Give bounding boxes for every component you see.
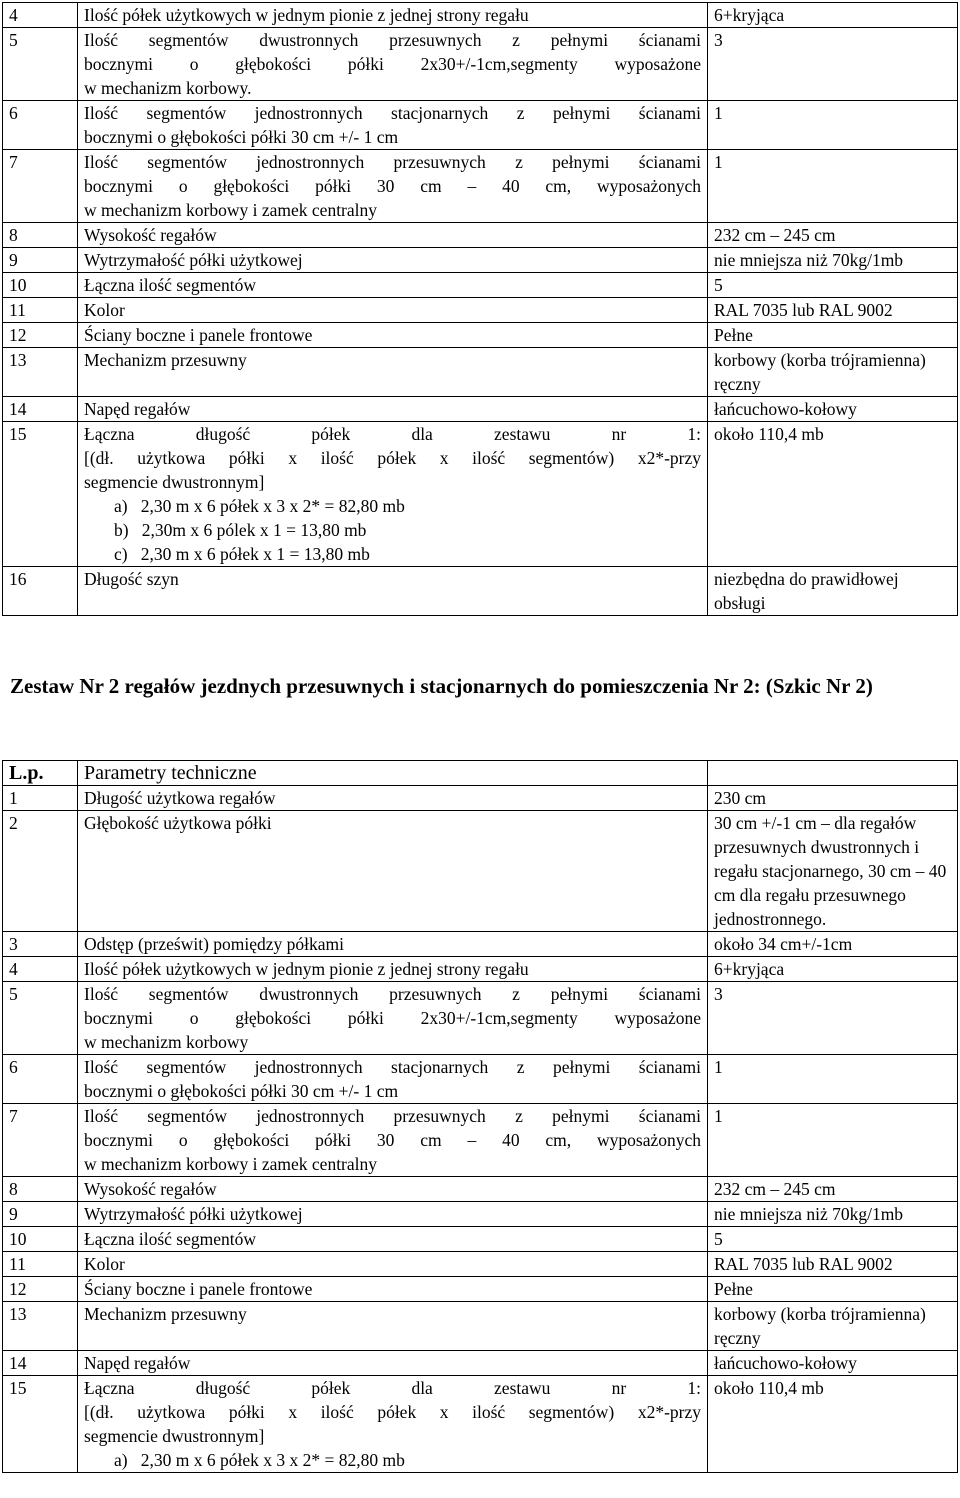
row-description bbox=[78, 422, 708, 567]
row-number: 13 bbox=[3, 1302, 78, 1351]
table-row bbox=[3, 1202, 958, 1227]
description-line: bocznymi o głębokości półki 2x30+/-1cm,segmenty wyposażone bbox=[84, 54, 701, 74]
row-description bbox=[78, 1252, 708, 1277]
table-row bbox=[3, 3, 958, 28]
section-heading-set-2: Zestaw Nr 2 regałów jezdnych przesuwnych i stacjonarnych do pomieszczenia Nr 2: (Szkic Nr 2) bbox=[10, 674, 873, 698]
row-value: korbowy (korba trójramienna) ręczny bbox=[708, 1302, 958, 1351]
description-line: Ściany boczne i panele frontowe bbox=[84, 325, 313, 345]
table-row bbox=[3, 422, 958, 567]
row-number: 2 bbox=[3, 811, 78, 932]
row-description bbox=[78, 1376, 708, 1473]
row-value: 1 bbox=[708, 101, 958, 150]
description-line: w mechanizm korbowy bbox=[84, 1032, 249, 1052]
row-number: 4 bbox=[3, 957, 78, 982]
description-line: [(dł. użytkowa półki x ilość półek x ilość segmentów) x2*-przy bbox=[84, 448, 701, 468]
row-value: 232 cm – 245 cm bbox=[708, 1177, 958, 1202]
row-number: 8 bbox=[3, 223, 78, 248]
row-number: 1 bbox=[3, 786, 78, 811]
description-line: Długość szyn bbox=[84, 569, 179, 589]
row-number: 4 bbox=[3, 3, 78, 28]
row-number: 8 bbox=[3, 1177, 78, 1202]
row-number: 6 bbox=[3, 101, 78, 150]
spec-table-set-1 bbox=[2, 2, 958, 616]
row-number: 14 bbox=[3, 1351, 78, 1376]
table-row bbox=[3, 982, 958, 1055]
row-number: 11 bbox=[3, 298, 78, 323]
table-row bbox=[3, 248, 958, 273]
description-line: Ilość segmentów dwustronnych przesuwnych z pełnymi ścianami bbox=[84, 984, 701, 1004]
row-number: 10 bbox=[3, 273, 78, 298]
row-number: 3 bbox=[3, 932, 78, 957]
description-line: Wytrzymałość półki użytkowej bbox=[84, 1204, 303, 1224]
row-number: 16 bbox=[3, 567, 78, 616]
row-description bbox=[78, 150, 708, 223]
row-value: niezbędna do prawidłowej obsługi bbox=[708, 567, 958, 616]
row-value: łańcuchowo-kołowy bbox=[708, 1351, 958, 1376]
row-value: 232 cm – 245 cm bbox=[708, 223, 958, 248]
description-line: segmencie dwustronnym] bbox=[84, 472, 265, 492]
row-value: nie mniejsza niż 70kg/1mb bbox=[708, 248, 958, 273]
description-line: Mechanizm przesuwny bbox=[84, 1304, 247, 1324]
row-description bbox=[78, 3, 708, 28]
row-description bbox=[78, 1227, 708, 1252]
row-number: 5 bbox=[3, 28, 78, 101]
description-line: [(dł. użytkowa półki x ilość półek x ilość segmentów) x2*-przy bbox=[84, 1402, 701, 1422]
row-description bbox=[78, 323, 708, 348]
description-line: Głębokość użytkowa półki bbox=[84, 813, 272, 833]
table-row bbox=[3, 811, 958, 932]
row-number: 14 bbox=[3, 397, 78, 422]
header-parameters: Parametry techniczne bbox=[78, 761, 708, 786]
row-description bbox=[78, 101, 708, 150]
row-number: 7 bbox=[3, 150, 78, 223]
row-value: około 110,4 mb bbox=[708, 1376, 958, 1473]
table-row bbox=[3, 397, 958, 422]
row-value: 1 bbox=[708, 1104, 958, 1177]
description-line: Długość użytkowa regałów bbox=[84, 788, 276, 808]
row-description bbox=[78, 1302, 708, 1351]
table-row bbox=[3, 28, 958, 101]
description-line: Łączna ilość segmentów bbox=[84, 1229, 257, 1249]
description-line: segmencie dwustronnym] bbox=[84, 1426, 265, 1446]
row-description bbox=[78, 982, 708, 1055]
description-line: Napęd regałów bbox=[84, 399, 191, 419]
description-line: bocznymi o głębokości półki 30 cm +/- 1 cm bbox=[84, 127, 399, 147]
description-line: w mechanizm korbowy i zamek centralny bbox=[84, 1154, 378, 1174]
row-number: 13 bbox=[3, 348, 78, 397]
table-row bbox=[3, 1104, 958, 1177]
description-line: Napęd regałów bbox=[84, 1353, 191, 1373]
row-description bbox=[78, 1055, 708, 1104]
table-row bbox=[3, 567, 958, 616]
row-description bbox=[78, 1177, 708, 1202]
description-line: w mechanizm korbowy. bbox=[84, 78, 252, 98]
row-description bbox=[78, 273, 708, 298]
row-value: 6+kryjąca bbox=[708, 957, 958, 982]
table-row bbox=[3, 786, 958, 811]
table-row bbox=[3, 1351, 958, 1376]
row-value: 1 bbox=[708, 1055, 958, 1104]
description-line: Łączna długość półek dla zestawu nr 1: bbox=[84, 1378, 701, 1398]
row-description bbox=[78, 1277, 708, 1302]
table-row bbox=[3, 1252, 958, 1277]
header-lp: L.p. bbox=[3, 761, 78, 786]
row-number: 7 bbox=[3, 1104, 78, 1177]
header-value bbox=[708, 761, 958, 786]
description-line: Ilość segmentów jednostronnych przesuwnych z pełnymi ścianami bbox=[84, 152, 701, 172]
table-row bbox=[3, 298, 958, 323]
table-row bbox=[3, 1177, 958, 1202]
table-row bbox=[3, 1227, 958, 1252]
row-description bbox=[78, 932, 708, 957]
description-line: Kolor bbox=[84, 300, 125, 320]
table-row bbox=[3, 932, 958, 957]
calculation-line: b) 2,30m x 6 pólek x 1 = 13,80 mb bbox=[114, 520, 367, 540]
row-description bbox=[78, 1104, 708, 1177]
row-description bbox=[78, 786, 708, 811]
table-row bbox=[3, 150, 958, 223]
row-value: 30 cm +/-1 cm – dla regałów przesuwnych dwustronnych i regału stacjonarnego, 30 cm – 40 cm dla regału przesuwnego jednostronnego. bbox=[708, 811, 958, 932]
row-value: korbowy (korba trójramienna) ręczny bbox=[708, 348, 958, 397]
description-line: Ilość segmentów jednostronnych przesuwnych z pełnymi ścianami bbox=[84, 1106, 701, 1126]
table-row bbox=[3, 348, 958, 397]
table-row bbox=[3, 323, 958, 348]
row-description bbox=[78, 28, 708, 101]
row-number: 5 bbox=[3, 982, 78, 1055]
table-row bbox=[3, 1277, 958, 1302]
row-value: 3 bbox=[708, 28, 958, 101]
row-number: 9 bbox=[3, 1202, 78, 1227]
calculation-line: a) 2,30 m x 6 półek x 3 x 2* = 82,80 mb bbox=[114, 1450, 405, 1470]
row-number: 15 bbox=[3, 1376, 78, 1473]
row-number: 6 bbox=[3, 1055, 78, 1104]
row-description bbox=[78, 248, 708, 273]
description-line: bocznymi o głębokości półki 2x30+/-1cm,segmenty wyposażone bbox=[84, 1008, 701, 1028]
row-description bbox=[78, 957, 708, 982]
row-value: 1 bbox=[708, 150, 958, 223]
row-value: Pełne bbox=[708, 1277, 958, 1302]
description-line: Mechanizm przesuwny bbox=[84, 350, 247, 370]
row-value: 230 cm bbox=[708, 786, 958, 811]
row-value: 6+kryjąca bbox=[708, 3, 958, 28]
row-value: Pełne bbox=[708, 323, 958, 348]
row-description bbox=[78, 1202, 708, 1227]
row-description bbox=[78, 298, 708, 323]
description-line: Łączna ilość segmentów bbox=[84, 275, 257, 295]
row-description bbox=[78, 811, 708, 932]
table-row bbox=[3, 1376, 958, 1473]
spec-table-set-2 bbox=[2, 760, 958, 1473]
description-line: Wytrzymałość półki użytkowej bbox=[84, 250, 303, 270]
row-value: RAL 7035 lub RAL 9002 bbox=[708, 1252, 958, 1277]
row-description bbox=[78, 348, 708, 397]
row-value: około 110,4 mb bbox=[708, 422, 958, 567]
description-line: bocznymi o głębokości półki 30 cm +/- 1 cm bbox=[84, 1081, 399, 1101]
description-line: Łączna długość półek dla zestawu nr 1: bbox=[84, 424, 701, 444]
description-line: Wysokość regałów bbox=[84, 225, 217, 245]
description-line: Kolor bbox=[84, 1254, 125, 1274]
row-value: 5 bbox=[708, 273, 958, 298]
row-value: RAL 7035 lub RAL 9002 bbox=[708, 298, 958, 323]
row-number: 9 bbox=[3, 248, 78, 273]
description-line: w mechanizm korbowy i zamek centralny bbox=[84, 200, 378, 220]
table-row bbox=[3, 957, 958, 982]
calculation-line: a) 2,30 m x 6 półek x 3 x 2* = 82,80 mb bbox=[114, 496, 405, 516]
row-description bbox=[78, 397, 708, 422]
row-value: 5 bbox=[708, 1227, 958, 1252]
row-value: około 34 cm+/-1cm bbox=[708, 932, 958, 957]
table-row bbox=[3, 1055, 958, 1104]
description-line: Ściany boczne i panele frontowe bbox=[84, 1279, 313, 1299]
description-line: Ilość segmentów dwustronnych przesuwnych z pełnymi ścianami bbox=[84, 30, 701, 50]
table-row bbox=[3, 101, 958, 150]
description-line: Ilość segmentów jednostronnych stacjonarnych z pełnymi ścianami bbox=[84, 103, 701, 123]
description-line: Wysokość regałów bbox=[84, 1179, 217, 1199]
row-number: 12 bbox=[3, 1277, 78, 1302]
row-value: łańcuchowo-kołowy bbox=[708, 397, 958, 422]
description-line: Ilość półek użytkowych w jednym pionie z jednej strony regału bbox=[84, 5, 529, 25]
table-header-row bbox=[3, 761, 958, 786]
calculation-line: c) 2,30 m x 6 półek x 1 = 13,80 mb bbox=[114, 544, 370, 564]
row-description bbox=[78, 223, 708, 248]
row-number: 11 bbox=[3, 1252, 78, 1277]
description-line: bocznymi o głębokości półki 30 cm – 40 cm, wyposażonych bbox=[84, 1130, 701, 1150]
table-row bbox=[3, 273, 958, 298]
table-row bbox=[3, 223, 958, 248]
description-line: Ilość półek użytkowych w jednym pionie z jednej strony regału bbox=[84, 959, 529, 979]
row-number: 12 bbox=[3, 323, 78, 348]
description-line: bocznymi o głębokości półki 30 cm – 40 cm, wyposażonych bbox=[84, 176, 701, 196]
row-value: nie mniejsza niż 70kg/1mb bbox=[708, 1202, 958, 1227]
row-description bbox=[78, 1351, 708, 1376]
row-number: 10 bbox=[3, 1227, 78, 1252]
row-number: 15 bbox=[3, 422, 78, 567]
row-value: 3 bbox=[708, 982, 958, 1055]
row-description bbox=[78, 567, 708, 616]
table-row bbox=[3, 1302, 958, 1351]
description-line: Odstęp (prześwit) pomiędzy półkami bbox=[84, 934, 345, 954]
description-line: Ilość segmentów jednostronnych stacjonarnych z pełnymi ścianami bbox=[84, 1057, 701, 1077]
